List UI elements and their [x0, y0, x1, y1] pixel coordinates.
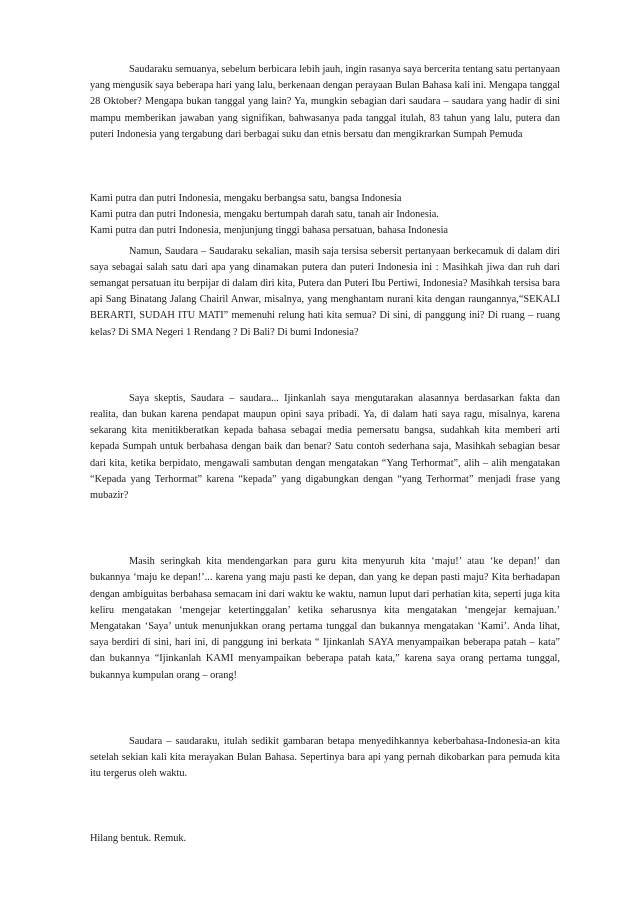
- paragraph-skeptis: Saya skeptis, Saudara – saudara... Ijinkanlah saya mengutarakan alasannya berdasarkan fakta dan realita, dan bukan karena pendapat maupun opini saya pribadi. Ya, di dalam hati saya ragu, misalnya, karena sekarang kita menitikberatkan kepada bahasa sebagai media pemersatu bangsa, sudahkah kita memberi arti kepada Sumpah untuk berbahasa dengan baik dan benar? Satu contoh sederhana saja, Masihkah sebagian besar dari kita, ketika berpidato, mengawali sambutan dengan mengatakan “Yang Terhormat”, alih – alih mengatakan “Kepada yang Terhormat” karena “kepada” yang digabungkan dengan “yang Terhormat” menjadi frase yang mubazir?: [90, 392, 560, 502]
- spacer: [90, 504, 560, 554]
- pledge-line-3: Kami putra dan putri Indonesia, menjunjung tinggi bahasa persatuan, bahasa Indonesia: [90, 225, 449, 237]
- document-body: [90, 62, 560, 847]
- spacer: [90, 143, 560, 191]
- paragraph-intro: Saudaraku semuanya, sebelum berbicara lebih jauh, ingin rasanya saya bercerita tentang satu pertanyaan yang mengusik saya beberapa hari yang lalu, berkenaan dengan perayaan Bulan Bahasa kali ini. Mengapa tanggal 28 Oktober? Mengapa bukan tanggal yang lain? Ya, mungkin sebagian dari saudara – saudara yang hadir di sini mampu memberikan jawaban yang signifikan, bahwasanya pada tanggal itulah, 83 tahun yang lalu, putera dan puteri Indonesia yang tergabung dari berbagai suku dan etnis bersatu dan mengikrarkan Sumpah Pemuda: [90, 64, 560, 140]
- spacer: [90, 783, 560, 831]
- closing-line: Hilang bentuk. Remuk.: [90, 832, 187, 844]
- paragraph-kesimpulan: Saudara – saudaraku, itulah sedikit gambaran betapa menyedihkannya keberbahasa-Indonesia-an kita setelah sekian kali kita merayakan Bulan Bahasa. Sepertinya bara api yang pernah dikobarkan para pemuda kita itu tergerus oleh waktu.: [90, 735, 560, 780]
- paragraph-ambiguitas: Masih seringkah kita mendengarkan para guru kita menyuruh kita ‘maju!’ atau ‘ke depan!’ dan bukannya ‘maju ke depan!’... karena yang maju pasti ke depan, dan yang ke depan pasti maju? Kita berhadapan dengan ambiguitas berbahasa semacam ini dari waktu ke waktu, namun luput dari perhatian kita, seperti juga kita keliru mengatakan ‘mengejar ketertinggalan’ ketika seharusnya kita mengatakan ‘mengejar kemajuan.’ Mengatakan ‘Saya’ untuk menunjukkan orang pertama tunggal dan bukannya mengatakan ‘Kami’. Anda lihat, saya berdiri di sini, hari ini, di panggung ini berkata “ Ijinkanlah SAYA menyampaikan beberapa patah – kata” dan bukannya “Ijinkanlah KAMI menyampaikan beberapa patah kata,” karena saya orang pertama tunggal, bukannya kumpulan orang – orang!: [90, 556, 560, 681]
- pledge-line-2: Kami putra dan putri Indonesia, mengaku bertumpah darah satu, tanah air Indonesia.: [90, 209, 439, 221]
- pledge-line-1: Kami putra dan putri Indonesia, mengaku berbangsa satu, bangsa Indonesia: [90, 193, 402, 205]
- spacer: [90, 684, 560, 734]
- spacer: [90, 341, 560, 391]
- paragraph-question: Namun, Saudara – Saudaraku sekalian, masih saja tersisa sebersit pertanyaan berkecamuk di dalam diri saya sebagai salah satu dari apa yang dinamakan putera dan puteri Indonesia ini : Masihkah jiwa dan ruh dari semangat persatuan itu berpijar di dalam diri kita, Putera dan Puteri Ibu Pertiwi, Indonesia? Masihkah tersisa bara api Sang Binatang Jalang Chairil Anwar, misalnya, yang menghantam nurani kita dengan raungannya,“SEKALI BERARTI, SUDAH ITU MATI” memenuhi relung hati kita semua? Di sini, di panggung ini? Di ruang – ruang kelas? Di SMA Negeri 1 Rendang ? Di Bali? Di bumi Indonesia?: [90, 245, 560, 338]
- sumpah-pemuda-pledge: [90, 191, 560, 240]
